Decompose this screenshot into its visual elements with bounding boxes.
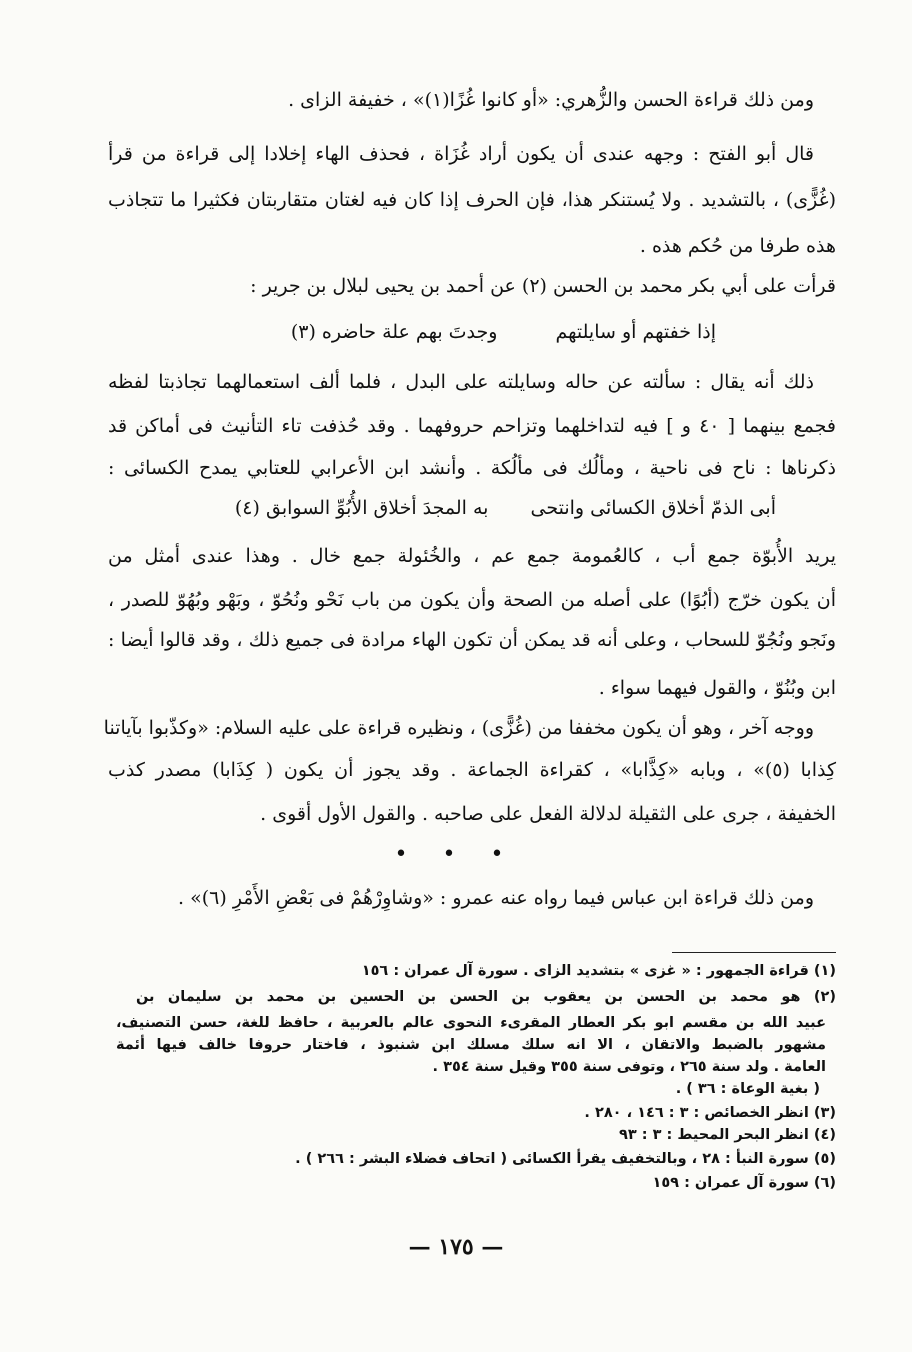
body-line: ونَجو ونُجُوّ للسحاب ، وعلى أنه قد يمكن أن تكون الهاء مرادة فى جميع ذلك ، وقد قالوا أيضا : bbox=[108, 629, 836, 651]
body-line: ابن وبُنُوّ ، والقول فيهما سواء . bbox=[598, 677, 836, 699]
body-line: ذكرناها : ناح فى ناحية ، ومألُك فى مألُكة . وأنشد ابن الأعرابي للعتابي يمدح الكسائى : bbox=[108, 457, 836, 479]
body-line: الخفيفة ، جرى على الثقيلة لدلالة الفعل على صاحبه . والقول الأول أقوى . bbox=[260, 803, 836, 825]
verse-line-1 bbox=[108, 318, 836, 346]
footnote-line: (١) قراءة الجمهور : « غزى » بتشديد الزاى . سورة آل عمران : ١٥٦ bbox=[361, 963, 836, 979]
footnote-line: (٣) انظر الخصائص : ٣ : ١٤٦ ، ٢٨٠ . bbox=[584, 1105, 836, 1121]
body-line: قال أبو الفتح : وجهه عندى أن يكون أراد غُزَاة ، فحذف الهاء إخلادا إلى قراءة من قرأ bbox=[108, 143, 814, 165]
page-number: — ١٧٥ — bbox=[408, 1234, 504, 1260]
verse-second-hemistich: به المجدَ أخلاق الأُبُوِّ السوابق (٤) bbox=[234, 497, 489, 519]
main-text bbox=[103, 0, 837, 930]
verse-first-hemistich: إذا خفتهم أو سايلتهم bbox=[555, 321, 716, 343]
section-asterisms: • • • bbox=[394, 842, 518, 867]
verse-first-hemistich: أبى الذمّ أخلاق الكسائى وانتحى bbox=[530, 497, 776, 519]
body-line: أن يكون خرّج (أبُوًا) على أصله من الصحة وأن يكون من باب نَحْو ونُحُوّ ، وبَهْو وبُهُوّ للصدر ، bbox=[108, 589, 836, 611]
body-line: كِذابا (٥)» ، وبابه «كِذَّابا» ، كقراءة الجماعة . وقد يجوز أن يكون ( كِذَابا) مصدر كذب bbox=[108, 759, 836, 781]
body-line: قرأت على أبي بكر محمد بن الحسن (٢) عن أحمد بن يحيى لبلال بن جرير : bbox=[250, 275, 836, 297]
body-line: (غُزًّى) ، بالتشديد . ولا يُستنكر هذا، فإن الحرف إذا كان فيه لغتان متقاربتان فكثيرا ما تتجاذب bbox=[108, 189, 836, 211]
body-line: هذه طرفا من حُكم هذه . bbox=[639, 235, 836, 257]
verse-second-hemistich: وجدتَ بهم علة حاضره (٣) bbox=[290, 321, 498, 343]
footnote-line: عبيد الله بن مقسم ابو بكر العطار المقرىء النحوى عالم بالعربية ، حافظ للغة، حسن التصنيف، bbox=[116, 1015, 826, 1031]
footnote-line: (٤) انظر البحر المحيط : ٣ : ٩٣ bbox=[618, 1127, 836, 1143]
body-line: ووجه آخر ، وهو أن يكون مخففا من (غُزًّى) ، ونظيره قراءة على عليه السلام: «وكذّبوا بآياتنا bbox=[103, 717, 814, 739]
footnote-separator bbox=[672, 952, 836, 953]
footnote-line: مشهور بالضبط والاتقان ، الا انه سلك مسلك ابن شنبوذ ، فاختار حروفا خالف فيها أئمة bbox=[116, 1037, 826, 1053]
verse-line-2 bbox=[108, 494, 836, 522]
footnote-line: ( بغية الوعاة : ٣٦ ) . bbox=[675, 1081, 820, 1097]
body-line: فجمع بينهما [ ٤٠ و ] فيه لتداخلهما وتزاحم حروفهما . وقد حُذفت تاء التأنيث فى أماكن قد bbox=[108, 415, 837, 437]
footnote-line: (٢) هو محمد بن الحسن بن يعقوب بن الحسن بن الحسين بن محمد بن سليمان بن bbox=[136, 989, 836, 1005]
body-line: ومن ذلك قراءة ابن عباس فيما رواه عنه عمرو : «وشاوِرْهُمْ فى بَعْضِ الأَمْرِ (٦)» . bbox=[178, 887, 814, 909]
body-line: ومن ذلك قراءة الحسن والزُّهري: «أو كانوا غُزًا(١)» ، خفيفة الزاى . bbox=[288, 89, 814, 111]
footnote-line: العامة . ولد سنة ٢٦٥ ، وتوفى سنة ٣٥٥ وقيل سنة ٣٥٤ . bbox=[432, 1059, 826, 1075]
footnote-line: (٦) سورة آل عمران : ١٥٩ bbox=[652, 1175, 836, 1191]
body-line: ذلك أنه يقال : سألته عن حاله وسايلته على البدل ، فلما ألف استعمالهما تجاذبتا لفظه bbox=[108, 371, 814, 393]
footnote-line: (٥) سورة النبأ : ٢٨ ، وبالتخفيف يقرأ الكسائى ( اتحاف فضلاء البشر : ٢٦٦ ) . bbox=[295, 1151, 836, 1167]
body-line: يريد الأُبوّة جمع أب ، كالعُمومة جمع عم ، والخُئولة جمع خال . وهذا عندى أمثل من bbox=[108, 545, 836, 567]
